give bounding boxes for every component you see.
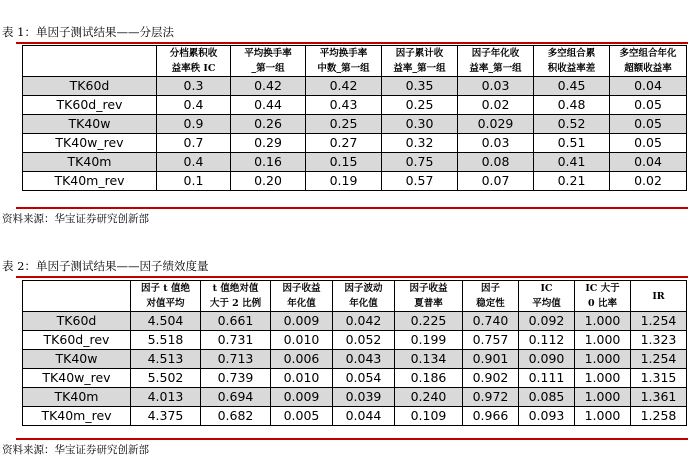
- value-cell: 0.29: [231, 134, 306, 153]
- table1-source: 资料来源：华宝证券研究创新部: [2, 213, 149, 225]
- factor-name-cell: TK40m_rev: [23, 172, 157, 191]
- value-cell: 0.134: [395, 350, 463, 369]
- factor-name-cell: TK40w_rev: [23, 134, 157, 153]
- value-cell: 0.30: [382, 115, 458, 134]
- table2-header-cell: [23, 281, 131, 312]
- value-cell: 0.740: [463, 312, 519, 331]
- value-cell: 0.26: [231, 115, 306, 134]
- value-cell: 0.111: [519, 369, 575, 388]
- table2-header-cell: [519, 281, 575, 312]
- table1-header-cell: [610, 46, 687, 77]
- value-cell: 1.000: [575, 388, 631, 407]
- factor-name-cell: TK40w: [23, 350, 131, 369]
- table1-top-rule: [16, 42, 688, 44]
- value-cell: 0.966: [463, 407, 519, 426]
- table1-header-cell: [458, 46, 534, 77]
- value-cell: 0.44: [231, 96, 306, 115]
- value-cell: 0.05: [610, 96, 687, 115]
- value-cell: 0.090: [519, 350, 575, 369]
- value-cell: 0.972: [463, 388, 519, 407]
- value-cell: 0.042: [333, 312, 395, 331]
- table1-header-line: 因子年化收: [471, 48, 520, 59]
- value-cell: 0.109: [395, 407, 463, 426]
- value-cell: 0.901: [463, 350, 519, 369]
- table2-bottom-rule: [16, 438, 688, 440]
- table2-header-line: t 值绝对值: [212, 283, 259, 294]
- value-cell: 0.713: [201, 350, 271, 369]
- value-cell: 4.375: [131, 407, 201, 426]
- table1-header-line: 分档累积收: [169, 48, 218, 59]
- value-cell: 0.005: [271, 407, 333, 426]
- factor-name-cell: TK60d_rev: [23, 96, 157, 115]
- value-cell: 0.08: [458, 153, 534, 172]
- value-cell: 1.000: [575, 312, 631, 331]
- value-cell: 1.000: [575, 369, 631, 388]
- value-cell: 0.03: [458, 77, 534, 96]
- value-cell: 0.45: [534, 77, 610, 96]
- value-cell: 0.9: [157, 115, 231, 134]
- value-cell: 0.4: [157, 153, 231, 172]
- value-cell: 0.21: [534, 172, 610, 191]
- table2-header-line: 稳定性: [476, 298, 505, 309]
- value-cell: 1.254: [631, 350, 687, 369]
- value-cell: 0.07: [458, 172, 534, 191]
- table-row: [23, 331, 687, 350]
- table1-header-cell: [534, 46, 610, 77]
- table2-header-line: 0 比率: [588, 298, 617, 309]
- table2-header-line: 平均值: [532, 298, 561, 309]
- value-cell: 4.504: [131, 312, 201, 331]
- table2: [22, 280, 687, 426]
- value-cell: 0.052: [333, 331, 395, 350]
- table1-header-cell: [23, 46, 157, 77]
- table1-header-line: 超额收益率: [624, 63, 672, 74]
- value-cell: 0.41: [534, 153, 610, 172]
- factor-name-cell: TK60d: [23, 312, 131, 331]
- table2-header-line: 因子波动: [344, 283, 383, 294]
- value-cell: 0.029: [458, 115, 534, 134]
- table-row: [23, 153, 687, 172]
- table1: [22, 45, 687, 191]
- table1-header-cell: [231, 46, 306, 77]
- table1-header-line: 平均换手率: [319, 48, 368, 59]
- table2-header-line: 大于 2 比例: [209, 298, 262, 309]
- table2-header-cell: [463, 281, 519, 312]
- table2-header-line: 因子收益: [409, 283, 448, 294]
- value-cell: 0.75: [382, 153, 458, 172]
- value-cell: 1.254: [631, 312, 687, 331]
- table2-header-row: [23, 281, 687, 312]
- value-cell: 0.57: [382, 172, 458, 191]
- table2-header-cell: [575, 281, 631, 312]
- table2-header-line: 因子: [480, 283, 500, 294]
- table2-header-cell: [131, 281, 201, 312]
- table-row: [23, 172, 687, 191]
- table-row: [23, 350, 687, 369]
- value-cell: 1.000: [575, 407, 631, 426]
- value-cell: 1.323: [631, 331, 687, 350]
- value-cell: 0.02: [458, 96, 534, 115]
- table1-header-line: 平均换手率: [244, 48, 292, 59]
- table2-source: 资料来源：华宝证券研究创新部: [2, 444, 149, 456]
- table2-header-line: IC: [540, 283, 553, 294]
- table2-header-line: IC 大于: [585, 283, 620, 294]
- table1-header-line: 多空组合累: [547, 48, 596, 59]
- table1-header-line: 多空组合年化: [619, 48, 677, 59]
- factor-name-cell: TK60d_rev: [23, 331, 131, 350]
- value-cell: 0.010: [271, 369, 333, 388]
- value-cell: 0.03: [458, 134, 534, 153]
- value-cell: 0.085: [519, 388, 575, 407]
- value-cell: 0.48: [534, 96, 610, 115]
- table1-header-line: 因子累计收: [395, 48, 444, 59]
- value-cell: 1.361: [631, 388, 687, 407]
- table2-header-line: 年化值: [349, 298, 378, 309]
- table2-header-line: 年化值: [287, 298, 316, 309]
- value-cell: 0.02: [610, 172, 687, 191]
- table2-header-cell: [333, 281, 395, 312]
- value-cell: 0.054: [333, 369, 395, 388]
- table-row: [23, 388, 687, 407]
- factor-name-cell: TK40m: [23, 388, 131, 407]
- value-cell: 0.092: [519, 312, 575, 331]
- value-cell: 0.240: [395, 388, 463, 407]
- table-row: [23, 369, 687, 388]
- value-cell: 0.20: [231, 172, 306, 191]
- value-cell: 0.039: [333, 388, 395, 407]
- table2-header-line: 因子收益: [282, 283, 321, 294]
- value-cell: 0.3: [157, 77, 231, 96]
- table1-header-line: 中数_第一组: [317, 63, 370, 74]
- value-cell: 0.731: [201, 331, 271, 350]
- factor-name-cell: TK40m: [23, 153, 157, 172]
- value-cell: 0.661: [201, 312, 271, 331]
- factor-name-cell: TK60d: [23, 77, 157, 96]
- value-cell: 0.757: [463, 331, 519, 350]
- value-cell: 0.043: [333, 350, 395, 369]
- value-cell: 0.15: [306, 153, 382, 172]
- table-row: [23, 134, 687, 153]
- table1-bottom-rule: [16, 207, 688, 209]
- table-row: [23, 115, 687, 134]
- value-cell: 0.225: [395, 312, 463, 331]
- value-cell: 0.199: [395, 331, 463, 350]
- table2-header-cell: [395, 281, 463, 312]
- value-cell: 0.27: [306, 134, 382, 153]
- table1-header-cell: [306, 46, 382, 77]
- value-cell: 0.4: [157, 96, 231, 115]
- value-cell: 4.513: [131, 350, 201, 369]
- value-cell: 0.16: [231, 153, 306, 172]
- table1-header-line: 益率_第一组: [393, 63, 446, 74]
- value-cell: 4.013: [131, 388, 201, 407]
- value-cell: 0.009: [271, 388, 333, 407]
- value-cell: 0.112: [519, 331, 575, 350]
- table1-header-cell: [382, 46, 458, 77]
- factor-name-cell: TK40w: [23, 115, 157, 134]
- value-cell: 1.000: [575, 331, 631, 350]
- value-cell: 5.502: [131, 369, 201, 388]
- table-row: [23, 77, 687, 96]
- value-cell: 0.186: [395, 369, 463, 388]
- value-cell: 5.518: [131, 331, 201, 350]
- table-row: [23, 96, 687, 115]
- table2-header-line: IR: [652, 290, 665, 302]
- value-cell: 0.19: [306, 172, 382, 191]
- table2-header-line: 夏普率: [414, 298, 443, 309]
- table1-header-cell: [157, 46, 231, 77]
- value-cell: 1.000: [575, 350, 631, 369]
- value-cell: 1.258: [631, 407, 687, 426]
- table1-header-row: [23, 46, 687, 77]
- table2-header-line: 对值平均: [146, 298, 185, 309]
- table1-header-line: 积收益率差: [547, 63, 596, 74]
- value-cell: 0.902: [463, 369, 519, 388]
- value-cell: 0.32: [382, 134, 458, 153]
- value-cell: 0.04: [610, 77, 687, 96]
- table2-header-line: 因子 t 值绝: [140, 283, 190, 294]
- value-cell: 0.42: [306, 77, 382, 96]
- value-cell: 0.7: [157, 134, 231, 153]
- table2-header-cell: [631, 281, 687, 312]
- value-cell: 0.43: [306, 96, 382, 115]
- value-cell: 0.044: [333, 407, 395, 426]
- table2-header-cell: [201, 281, 271, 312]
- value-cell: 0.35: [382, 77, 458, 96]
- value-cell: 0.093: [519, 407, 575, 426]
- table1-caption: 表 1：单因子测试结果——分层法: [2, 25, 174, 39]
- value-cell: 0.52: [534, 115, 610, 134]
- value-cell: 0.25: [382, 96, 458, 115]
- value-cell: 0.009: [271, 312, 333, 331]
- table-row: [23, 312, 687, 331]
- value-cell: 0.739: [201, 369, 271, 388]
- value-cell: 0.1: [157, 172, 231, 191]
- table2-caption: 表 2：单因子测试结果——因子绩效度量: [2, 259, 209, 273]
- value-cell: 0.25: [306, 115, 382, 134]
- value-cell: 0.42: [231, 77, 306, 96]
- value-cell: 0.010: [271, 331, 333, 350]
- value-cell: 1.315: [631, 369, 687, 388]
- value-cell: 0.04: [610, 153, 687, 172]
- factor-name-cell: TK40m_rev: [23, 407, 131, 426]
- table-row: [23, 407, 687, 426]
- table2-top-rule: [16, 276, 688, 278]
- value-cell: 0.05: [610, 134, 687, 153]
- factor-name-cell: TK40w_rev: [23, 369, 131, 388]
- value-cell: 0.006: [271, 350, 333, 369]
- table2-header-cell: [271, 281, 333, 312]
- table1-header-line: 益率秩 IC: [171, 63, 216, 74]
- value-cell: 0.05: [610, 115, 687, 134]
- table1-header-line: 益率_第一组: [469, 63, 522, 74]
- value-cell: 0.682: [201, 407, 271, 426]
- value-cell: 0.694: [201, 388, 271, 407]
- table1-header-line: _第一组: [251, 63, 285, 74]
- value-cell: 0.51: [534, 134, 610, 153]
